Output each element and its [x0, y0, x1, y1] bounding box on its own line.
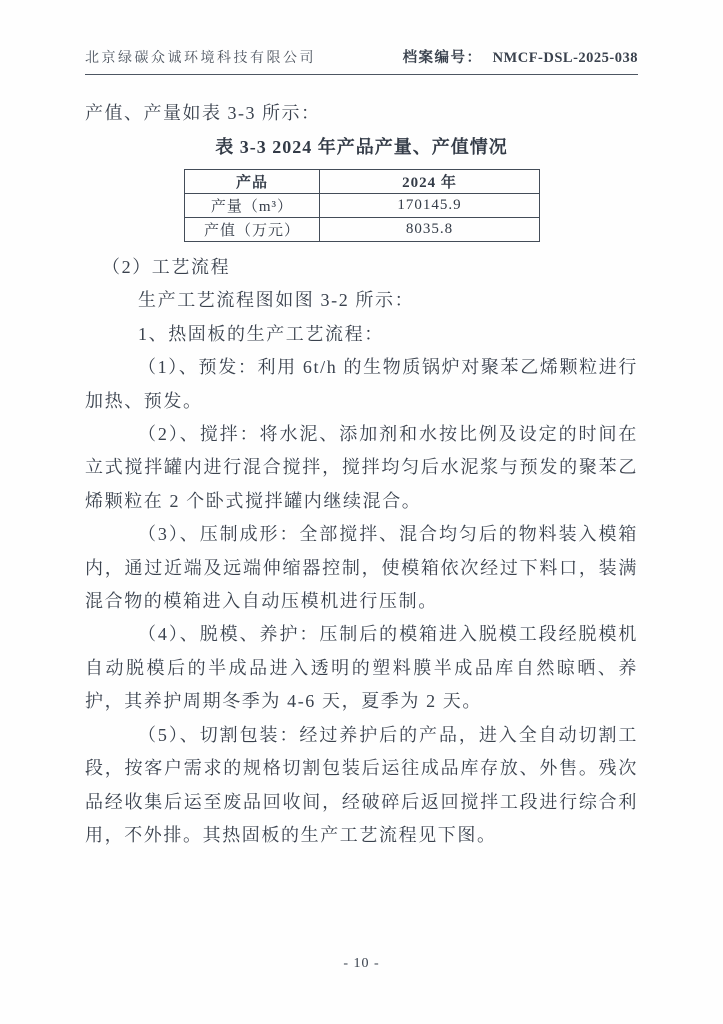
page-content	[85, 0, 638, 852]
table-cell-output-label: 产量（m³）	[185, 194, 320, 218]
paragraph-step-pressing: （3）、压制成形：全部搅拌、混合均匀后的物料装入模箱内，通过近端及远端伸缩器控制，使模箱依次经过下料口，装满混合物的模箱进入自动压模机进行压制。	[85, 524, 638, 612]
paragraph-flow-figure-ref: 生产工艺流程图如图 3-2 所示：	[138, 290, 415, 311]
table-row	[185, 194, 540, 218]
paragraph-step-demolding-curing: （4）、脱模、养护：压制后的模箱进入脱模工段经脱模机自动脱模后的半成品进入透明的塑料膜半成品库自然晾晒、养护，其养护周期冬季为 4-6 天，夏季为 2 天。	[85, 624, 638, 712]
table-header-row	[185, 170, 540, 194]
table-row	[185, 218, 540, 242]
company-name: 北京绿碳众诚环境科技有限公司	[85, 51, 316, 66]
page-header	[85, 46, 638, 75]
table-header-product: 产品	[185, 170, 320, 194]
paragraph-process-flow-heading: （2）工艺流程	[102, 257, 231, 277]
paragraph-board-process-heading: 1、热固板的生产工艺流程：	[138, 323, 384, 344]
production-table	[184, 169, 540, 242]
table-cell-output-value: 170145.9	[319, 194, 539, 218]
body-paragraphs	[85, 251, 638, 852]
table-title: 表 3-3 2024 年产品产量、产值情况	[215, 137, 508, 157]
intro-line: 产值、产量如表 3-3 所示：	[85, 103, 321, 123]
paragraph-step-cutting-packing: （5）、切割包装：经过养护后的产品，进入全自动切割工段，按客户需求的规格切割包装后运往成品库存放、外售。残次品经收集后运至废品回收间，经破碎后返回搅拌工段进行综合利用，不外排。其热固板的生产工艺流程见下图。	[85, 724, 638, 845]
paragraph-step-mixing: （2）、搅拌：将水泥、添加剂和水按比例及设定的时间在立式搅拌罐内进行混合搅拌，搅拌均匀后水泥浆与预发的聚苯乙烯颗粒在 2 个卧式搅拌罐内继续混合。	[85, 424, 638, 511]
archive-number-value: NMCF-DSL-2025-038	[492, 50, 638, 66]
table-cell-value-value: 8035.8	[319, 218, 539, 242]
table-cell-value-label: 产值（万元）	[185, 218, 320, 242]
page-number: - 10 -	[343, 956, 380, 971]
paragraph-step-pre-expansion: （1）、预发：利用 6t/h 的生物质锅炉对聚苯乙烯颗粒进行加热、预发。	[85, 357, 638, 411]
archive-info	[403, 46, 638, 67]
archive-number-label: 档案编号：	[402, 50, 483, 66]
table-header-year: 2024 年	[319, 170, 539, 194]
